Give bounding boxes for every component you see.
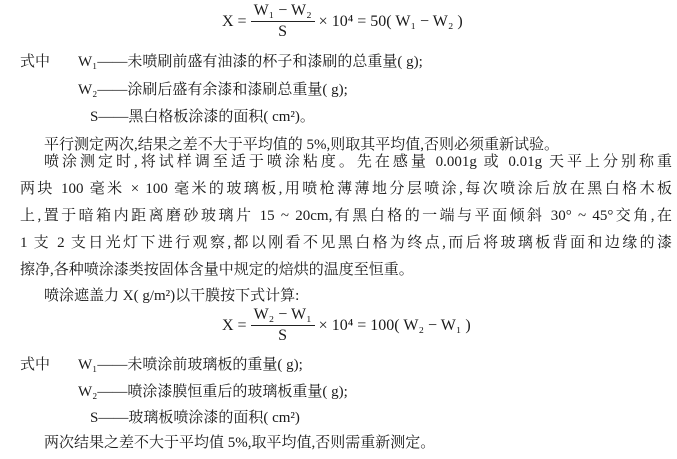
definition-w2: W₂——喷涂漆膜恒重后的玻璃板重量( g); [78, 384, 348, 400]
where-label: 式中 [20, 54, 51, 70]
paragraph-calc-intro: 喷涂遮盖力 X( g/m²)以干膜按下式计算: [44, 288, 300, 304]
paragraph-line: 喷涂测定时,将试样调至适于喷涂粘度。先在感量 0.001g 或 0.01g 天平上分别称重 [44, 154, 672, 170]
definition-w2: W₂——涂刷后盛有余漆和漆刷总重量( g); [78, 82, 348, 98]
fraction-numerator: W₂ − W₁ [251, 306, 315, 326]
paragraph-line: 上,置于暗箱内距离磨砂玻璃片 15 ~ 20cm,有黑白格的一端与平面倾斜 30° ~ 45°交角,在 [20, 208, 672, 224]
formula-lhs: X = [222, 316, 247, 334]
definition-w1: W₁——未喷涂前玻璃板的重量( g); [78, 357, 303, 373]
fraction [251, 2, 315, 41]
formula-lhs: X = [222, 12, 247, 30]
paragraph-line: 擦净,各种喷涂漆类按固体含量中规定的焙烘的温度至恒重。 [20, 262, 414, 278]
definition-w1: W₁——未喷刷前盛有油漆的杯子和漆刷的总重量( g); [78, 54, 423, 70]
paragraph-conclusion: 两次结果之差不大于平均值 5%,取平均值,否则需重新测定。 [44, 435, 436, 451]
formula-hiding-power-brush [222, 2, 463, 41]
formula-rhs: × 10⁴ = 50( W₁ − W₂ ) [318, 12, 463, 30]
definition-s: S——玻璃板喷涂漆的面积( cm²) [90, 410, 300, 426]
fraction-denominator: S [278, 23, 288, 40]
paragraph-line: 两块 100 毫米 × 100 毫米的玻璃板,用喷枪薄薄地分层喷涂,每次喷涂后放在黑白格木板 [20, 181, 672, 197]
paragraph-line: 1 支 2 支日光灯下进行观察,都以刚看不见黑白格为终点,而后将玻璃板背面和边缘的漆 [20, 235, 672, 251]
paragraph-parallel-test: 平行测定两次,结果之差不大于平均值的 5%,则取其平均值,否则必须重新试验。 [44, 137, 559, 153]
formula-hiding-power-spray [222, 306, 471, 345]
where-label: 式中 [20, 357, 51, 373]
formula-rhs: × 10⁴ = 100( W₂ − W₁ ) [318, 316, 471, 334]
fraction-numerator: W₁ − W₂ [251, 2, 315, 22]
fraction-denominator: S [278, 327, 288, 344]
definition-s: S——黑白格板涂漆的面积( cm²)。 [90, 109, 315, 125]
fraction [251, 306, 315, 345]
